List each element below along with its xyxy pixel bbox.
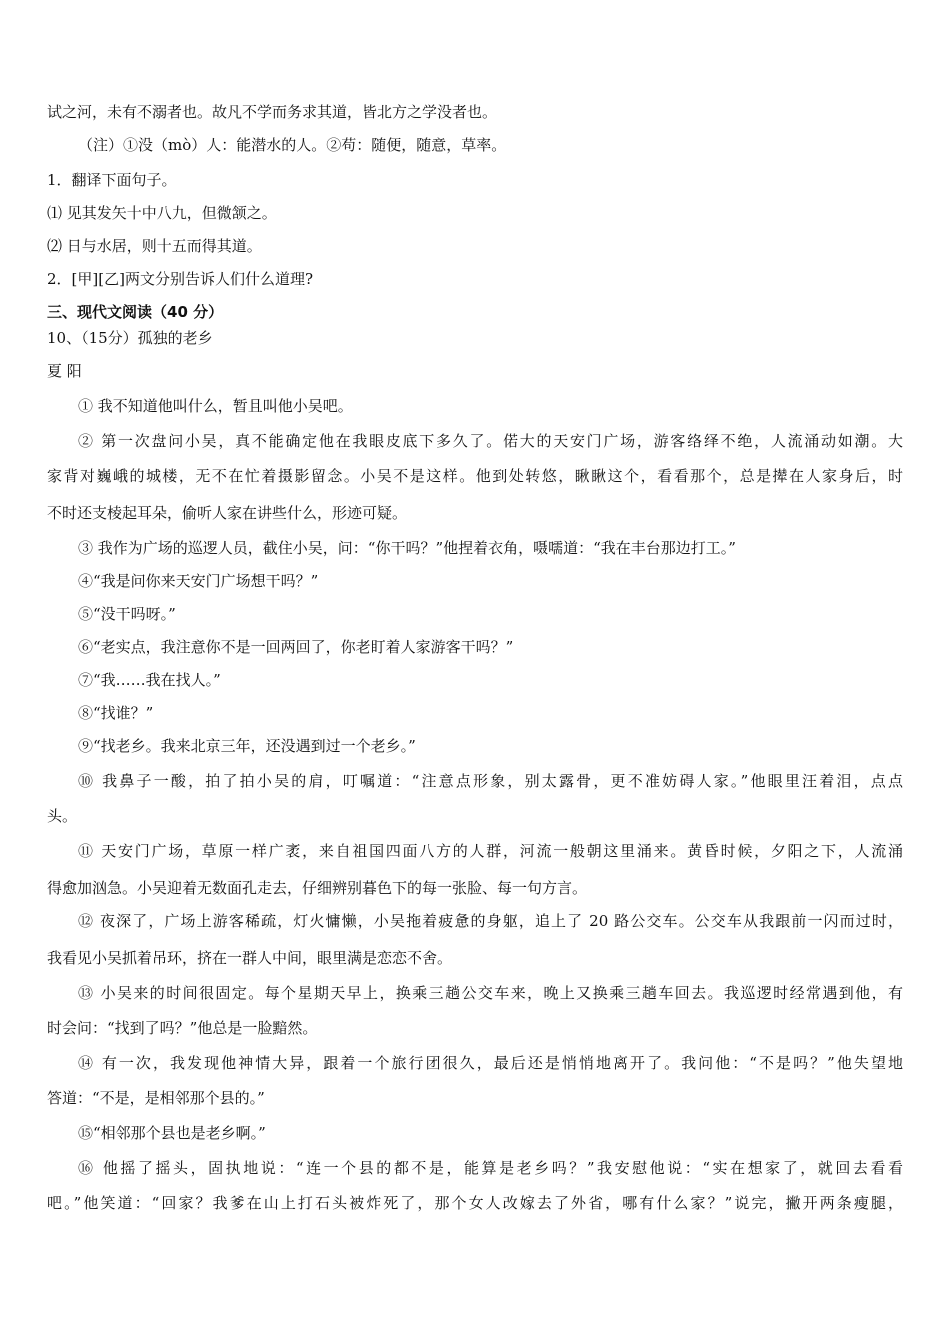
paragraph: 时会问：“找到了吗？”他总是一脸黯然。	[47, 1019, 318, 1037]
item-title: 10、（15分）孤独的老乡	[47, 329, 213, 347]
paragraph: ② 第一次盘问小吴，真不能确定他在我眼皮底下多久了。偌大的天安门广场，游客络绎不绝，人流涌动如潮。大	[78, 432, 903, 450]
paragraph: ⑫ 夜深了，广场上游客稀疏，灯火慵懒，小吴拖着疲惫的身躯，追上了 20 路公交车。公交车从我跟前一闪而过时，	[78, 912, 903, 930]
paragraph: ⑤“没干吗呀。”	[78, 605, 176, 623]
annotation-note: （注）①没（mò）人：能潜水的人。②苟：随便，随意，草率。	[78, 136, 507, 154]
paragraph: ⑨“找老乡。我来北京三年，还没遇到过一个老乡。”	[78, 737, 416, 755]
question-2: 2．[甲][乙]两文分别告诉人们什么道理?	[47, 270, 313, 288]
paragraph: ⑧“找谁？”	[78, 704, 154, 722]
paragraph: ⑪ 天安门广场，草原一样广袤，来自祖国四面八方的人群，河流一般朝这里涌来。黄昏时候，夕阳之下，人流涌	[78, 842, 903, 860]
paragraph: ④“我是问你来天安门广场想干吗？”	[78, 572, 319, 590]
paragraph: 头。	[47, 807, 78, 825]
section-heading: 三、现代文阅读（40 分）	[47, 303, 224, 321]
paragraph: ③ 我作为广场的巡逻人员，截住小吴，问：“你干吗？”他捏着衣角，嗫嚅道：“我在丰台那边打工。”	[78, 539, 736, 557]
paragraph: ⑬ 小吴来的时间很固定。每个星期天早上，换乘三趟公交车来，晚上又换乘三趟车回去。我巡逻时经常遇到他，有	[78, 984, 903, 1002]
paragraph: 得愈加汹急。小吴迎着无数面孔走去，仔细辨别暮色下的每一张脸、每一句方言。	[47, 879, 588, 897]
paragraph: 不时还支棱起耳朵，偷听人家在讲些什么，形迹可疑。	[47, 504, 408, 522]
paragraph: ⑩ 我鼻子一酸，拍了拍小吴的肩，叮嘱道：“注意点形象，别太露骨，更不准妨碍人家。”他眼里汪着泪，点点	[78, 772, 903, 790]
paragraph: 答道：“不是，是相邻那个县的。”	[47, 1089, 265, 1107]
paragraph: ⑥“老实点，我注意你不是一回两回了，你老盯着人家游客干吗？”	[78, 638, 514, 656]
question-1: 1．翻译下面句子。	[47, 171, 177, 189]
text-line: 试之河，未有不溺者也。故凡不学而务求其道，皆北方之学没者也。	[47, 103, 498, 121]
paragraph: ⑭ 有一次，我发现他神情大异，跟着一个旅行团很久，最后还是悄悄地离开了。我问他：“不是吗？”他失望地	[78, 1054, 903, 1072]
paragraph: ⑯ 他摇了摇头，固执地说：“连一个县的都不是，能算是老乡吗？”我安慰他说：“实在想家了，就回去看看	[78, 1159, 903, 1177]
paragraph: 吧。”他笑道：“回家？我爹在山上打石头被炸死了，那个女人改嫁去了外省，哪有什么家？”说完，撇开两条瘦腿，	[47, 1194, 903, 1212]
paragraph: ⑦“我……我在找人。”	[78, 671, 221, 689]
question-1a: ⑴ 见其发矢十中八九，但微颔之。	[47, 204, 277, 222]
paragraph: ⑮“相邻那个县也是老乡啊。”	[78, 1124, 266, 1142]
paragraph: ① 我不知道他叫什么，暂且叫他小吴吧。	[78, 397, 353, 415]
author: 夏 阳	[47, 362, 82, 380]
paragraph: 我看见小吴抓着吊环，挤在一群人中间，眼里满是恋恋不舍。	[47, 949, 453, 967]
paragraph: 家背对巍峨的城楼，无不在忙着摄影留念。小吴不是这样。他到处转悠，瞅瞅这个，看看那个，总是撵在人家身后，时	[47, 467, 903, 485]
question-1b: ⑵ 日与水居，则十五而得其道。	[47, 237, 262, 255]
